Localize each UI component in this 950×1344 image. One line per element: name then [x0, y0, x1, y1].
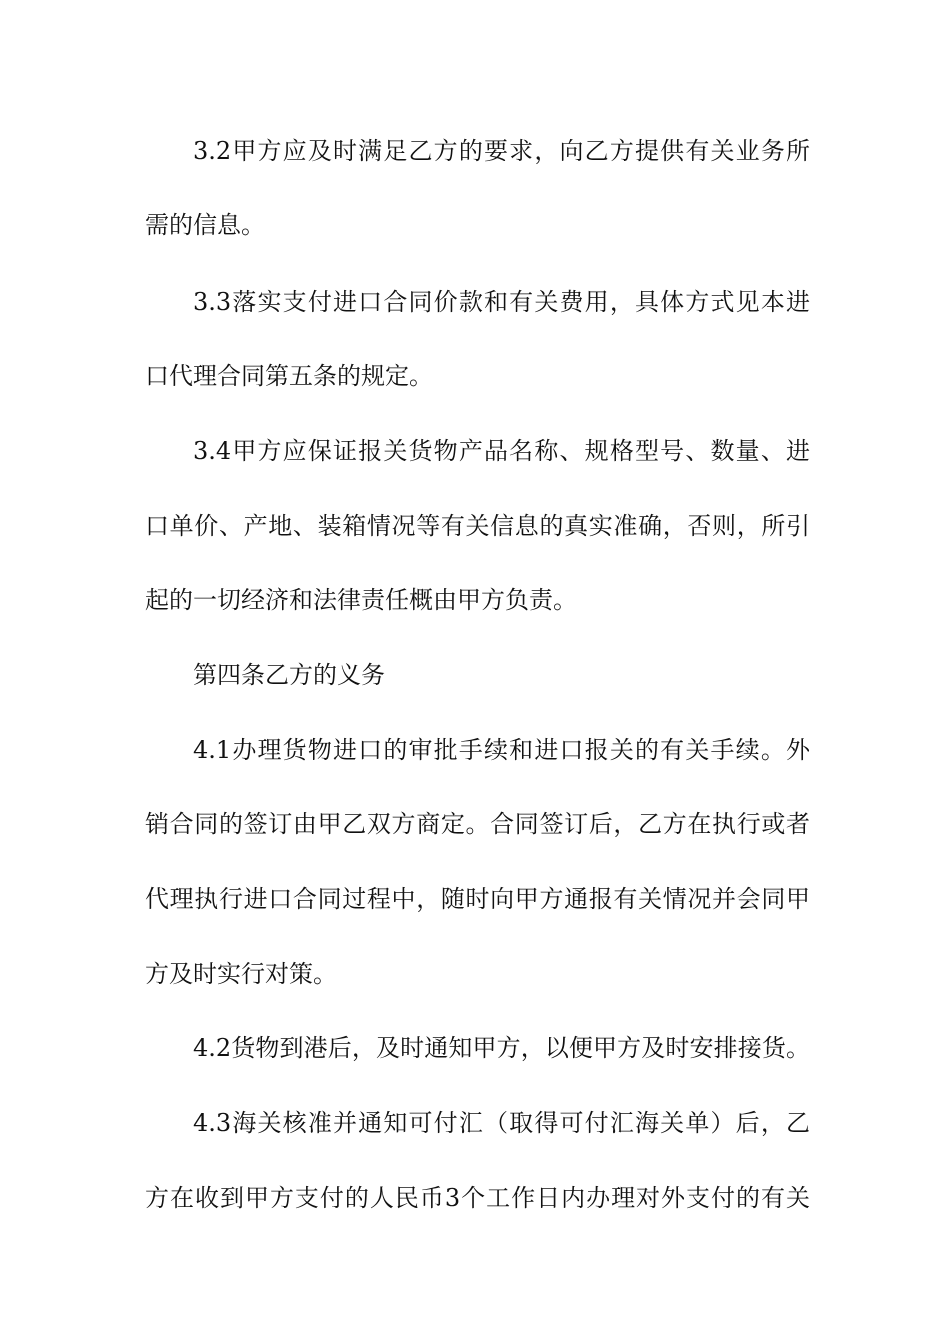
clause-4-2-line-1: 4.2货物到港后，及时通知甲方，以便甲方及时安排接货。 [193, 1034, 810, 1062]
clause-4-1-line-2: 销合同的签订由甲乙双方商定。合同签订后，乙方在执行或者 [145, 810, 810, 838]
clause-3-2-line-1: 3.2甲方应及时满足乙方的要求，向乙方提供有关业务所 [193, 137, 810, 165]
clause-3-2-line-2: 需的信息。 [145, 211, 265, 239]
article-4-heading: 第四条乙方的义务 [193, 661, 385, 689]
clause-4-1-line-1: 4.1办理货物进口的审批手续和进口报关的有关手续。外 [193, 736, 810, 764]
clause-3-3-line-2: 口代理合同第五条的规定。 [145, 362, 433, 390]
clause-3-4-line-2: 口单价、产地、装箱情况等有关信息的真实准确，否则，所引 [145, 512, 810, 540]
clause-4-1-line-4: 方及时实行对策。 [145, 960, 337, 988]
clause-4-3-line-1: 4.3海关核准并通知可付汇（取得可付汇海关单）后，乙 [193, 1109, 810, 1137]
clause-4-1-line-3: 代理执行进口合同过程中，随时向甲方通报有关情况并会同甲 [145, 885, 810, 913]
clause-3-4-line-1: 3.4甲方应保证报关货物产品名称、规格型号、数量、进 [193, 437, 810, 465]
clause-3-4-line-3: 起的一切经济和法律责任概由甲方负责。 [145, 586, 577, 614]
clause-4-3-line-2: 方在收到甲方支付的人民币3个工作日内办理对外支付的有关 [145, 1184, 810, 1212]
clause-3-3-line-1: 3.3落实支付进口合同价款和有关费用，具体方式见本进 [193, 288, 810, 316]
